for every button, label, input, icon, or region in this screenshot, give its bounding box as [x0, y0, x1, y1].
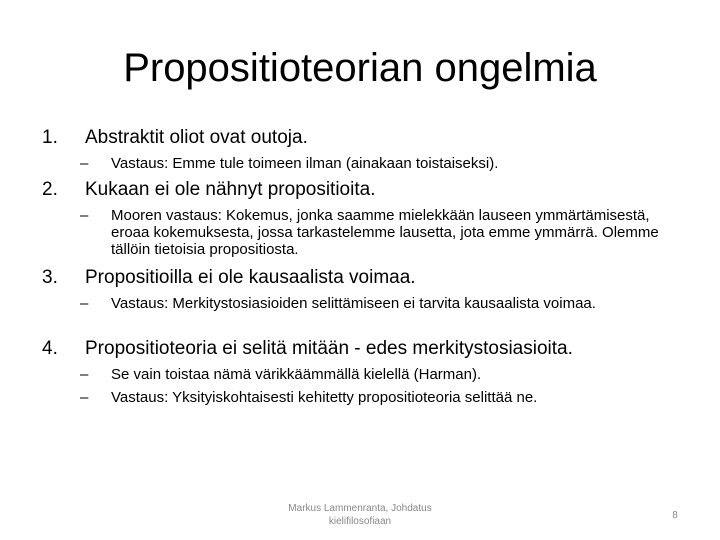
item-number-3: 3.	[42, 267, 58, 288]
item-text-1: Abstraktit oliot ovat outoja.	[85, 127, 308, 148]
item-number-1: 1.	[42, 127, 58, 148]
subitem-2-1: Mooren vastaus: Kokemus, jonka saamme mielekkään lauseen ymmärtämisestä, eroaa kokemuksesta, jossa tarkastelemme lausetta, jota emme ymmärrä. Olemme tällöin tietoisia propositiosta.	[111, 207, 659, 258]
item-text-2: Kukaan ei ole nähnyt propositioita.	[85, 179, 376, 200]
slide-footer: Markus Lammenranta, Johdatus kielifilosofiaan	[288, 503, 432, 527]
subitem-1-1: Vastaus: Emme tule toimeen ilman (ainakaan toistaiseksi).	[111, 155, 499, 172]
subitem-4-1: Se vain toistaa nämä värikkäämmällä kielellä (Harman).	[111, 366, 482, 383]
subitem-3-1: Vastaus: Merkitystosiasioiden selittämiseen ei tarvita kausaalista voimaa.	[111, 295, 596, 312]
dash-2-1: –	[80, 207, 89, 224]
dash-3-1: –	[80, 295, 89, 312]
subitem-4-2: Vastaus: Yksityiskohtaisesti kehitetty propositioteoria selittää ne.	[111, 389, 538, 406]
slide-title: Propositioteorian ongelmia	[123, 46, 597, 90]
dash-4-2: –	[80, 389, 89, 406]
item-text-4: Propositioteoria ei selitä mitään - edes merkitystosiasioita.	[85, 338, 573, 359]
dash-4-1: –	[80, 366, 89, 383]
page-number: 8	[672, 510, 678, 521]
item-number-4: 4.	[42, 338, 58, 359]
dash-1-1: –	[80, 155, 89, 172]
item-number-2: 2.	[42, 179, 58, 200]
item-text-3: Propositioilla ei ole kausaalista voimaa.	[85, 267, 416, 288]
